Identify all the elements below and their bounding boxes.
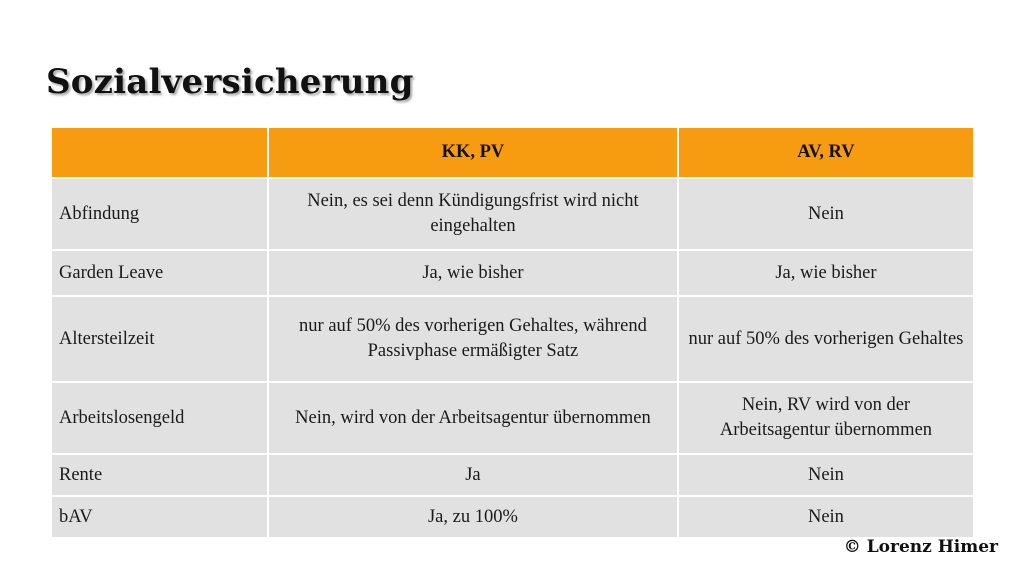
cell-kk-pv: Nein, wird von der Arbeitsagentur übernommen bbox=[269, 383, 677, 453]
row-label: Altersteilzeit bbox=[52, 297, 267, 381]
table-row bbox=[52, 497, 973, 537]
cell-kk-pv: Nein, es sei denn Kündigungsfrist wird nicht eingehalten bbox=[269, 179, 677, 249]
cell-kk-pv: Ja, zu 100% bbox=[269, 497, 677, 537]
row-label: Rente bbox=[52, 455, 267, 495]
table-row bbox=[52, 179, 973, 249]
row-label: Abfindung bbox=[52, 179, 267, 249]
cell-av-rv: Nein bbox=[679, 455, 973, 495]
cell-av-rv: Ja, wie bisher bbox=[679, 251, 973, 295]
copyright-footer: © Lorenz Himer bbox=[843, 537, 998, 557]
row-label: bAV bbox=[52, 497, 267, 537]
table-row bbox=[52, 251, 973, 295]
header-cell-av-rv: AV, RV bbox=[679, 128, 973, 177]
table-row bbox=[52, 297, 973, 381]
header-cell-empty bbox=[52, 128, 267, 177]
row-label: Garden Leave bbox=[52, 251, 267, 295]
cell-kk-pv: Ja, wie bisher bbox=[269, 251, 677, 295]
cell-av-rv: Nein bbox=[679, 497, 973, 537]
cell-av-rv: Nein bbox=[679, 179, 973, 249]
header-cell-kk-pv: KK, PV bbox=[269, 128, 677, 177]
table-header-row bbox=[52, 128, 973, 177]
cell-av-rv: Nein, RV wird von der Arbeitsagentur übernommen bbox=[679, 383, 973, 453]
social-insurance-table bbox=[50, 126, 975, 539]
cell-kk-pv: nur auf 50% des vorherigen Gehaltes, während Passivphase ermäßigter Satz bbox=[269, 297, 677, 381]
cell-av-rv: nur auf 50% des vorherigen Gehaltes bbox=[679, 297, 973, 381]
page-title: Sozialversicherung bbox=[46, 62, 414, 102]
table-row bbox=[52, 383, 973, 453]
cell-kk-pv: Ja bbox=[269, 455, 677, 495]
table-row bbox=[52, 455, 973, 495]
row-label: Arbeitslosengeld bbox=[52, 383, 267, 453]
